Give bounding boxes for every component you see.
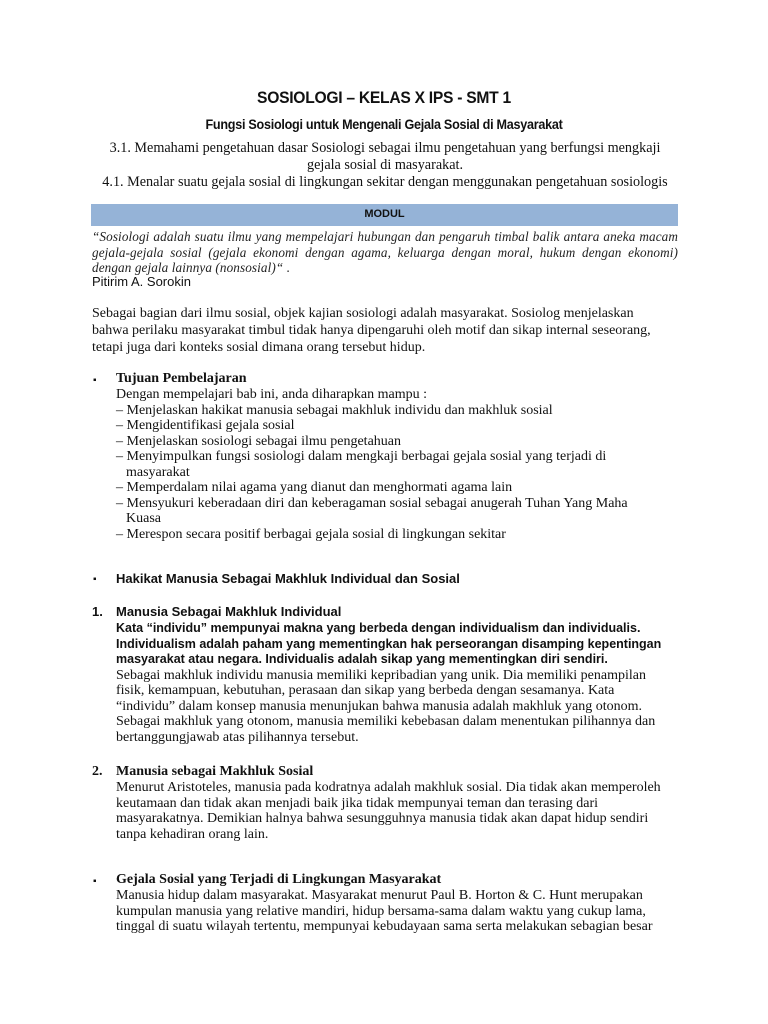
tujuan-list — [116, 387, 681, 542]
tujuan-item: – Menyimpulkan fungsi sosiologi dalam mengkaji berbagai gejala sosial yang terjadi di — [116, 449, 607, 464]
sosial-line: keutamaan dan tidak akan menjadi baik jika tidak mempunyai teman dan terasing dari — [116, 795, 599, 811]
individu-line: Sebagai makhluk individu manusia memiliki kepribadian yang unik. Dia memiliki penampilan — [116, 667, 646, 683]
individu-heading: Manusia Sebagai Makhluk Individual — [116, 604, 342, 619]
individu-line: masyarakat atau negara. Individualis adalah sikap yang mementingkan diri sendiri. — [116, 652, 608, 666]
sosial-line: masyarakatnya. Demikian halnya bahwa sesungguhnya manusia tidak akan dapat hidup sendiri — [116, 811, 649, 826]
tujuan-lead: Dengan mempelajari bab ini, anda diharapkan mampu : — [116, 387, 428, 402]
tujuan-item: – Mensyukuri keberadaan diri dan keberagaman sosial sebagai anugerah Tuhan Yang Maha — [116, 495, 628, 511]
hakikat-heading: Hakikat Manusia Sebagai Makhluk Individual dan Sosial — [116, 571, 460, 586]
individu-line: “individu” dalam konsep manusia menunjukan bahwa manusia adalah makhluk yang otonom. — [116, 698, 643, 714]
competency-3-1-line2: gejala sosial di masyarakat. — [306, 157, 463, 173]
tujuan-heading: Tujuan Pembelajaran — [116, 371, 247, 386]
bullet-icon: ▪ — [93, 574, 97, 585]
sosial-heading: Manusia sebagai Makhluk Sosial — [116, 764, 314, 779]
gejala-body — [116, 888, 681, 935]
sosial-line: tanpa kehadiran orang lain. — [116, 826, 269, 842]
sosial-body — [116, 780, 681, 842]
tujuan-item: – Merespon secara positif berbagai gejala sosial di lingkungan sekitar — [116, 526, 506, 542]
tujuan-item: – Mengidentifikasi gejala sosial — [116, 418, 295, 433]
section-number: 2. — [92, 764, 103, 779]
sorokin-quote: “Sosiologi adalah suatu ilmu yang mempelajari hubungan dan pengaruh timbal balik antara aneka macam gejala-gejala sosial (gejala ekonomi dengan agama, keluarga dengan moral, hukum dengan ekonomi) dengan gejala lainnya (nonsosial)“ . — [92, 229, 678, 275]
bullet-icon: ▪ — [93, 876, 97, 887]
sosial-line: Menurut Aristoteles, manusia pada kodratnya adalah makhluk sosial. Dia tidak akan memperoleh — [116, 780, 661, 795]
page-title: SOSIOLOGI – KELAS X IPS - SMT 1 — [257, 88, 511, 107]
tujuan-item: – Menjelaskan hakikat manusia sebagai makhluk individu dan makhluk sosial — [116, 402, 553, 418]
competency-4-1: 4.1. Menalar suatu gejala sosial di lingkungan sekitar dengan menggunakan pengetahuan sosiologis — [102, 174, 668, 190]
tujuan-item-continued: masyarakat — [126, 464, 190, 480]
section-number: 1. — [92, 604, 103, 619]
bullet-icon: ▪ — [93, 375, 97, 386]
individu-body — [116, 621, 681, 745]
tujuan-item-continued: Kuasa — [126, 511, 161, 526]
quote-author: Pitirim A. Sorokin — [92, 274, 191, 289]
tujuan-item: – Memperdalam nilai agama yang dianut dan menghormati agama lain — [116, 480, 513, 495]
individu-line: bertanggungjawab atas pilihannya tersebut. — [116, 729, 359, 745]
gejala-line: kumpulan manusia yang relative mandiri, hidup bersama-sama dalam waktu yang cukup lama, — [116, 903, 646, 919]
gejala-line: Manusia hidup dalam masyarakat. Masyarakat menurut Paul B. Horton & C. Hunt merupakan — [116, 888, 643, 903]
individu-line: fisik, kemampuan, kebutuhan, perasaan dan sikap yang berbeda dengan sesamanya. Kata — [116, 683, 615, 698]
intro-paragraph: Sebagai bagian dari ilmu sosial, objek kajian sosiologi adalah masyarakat. Sosiolog menjelaskan bahwa perilaku masyarakat timbul tidak hanya dipengaruhi oleh motif dan sikap internal seseorang, tetapi juga dari konteks sosial dimana orang tersebut hidup. — [92, 306, 651, 355]
modul-header-bar: MODUL — [91, 204, 678, 226]
page-subtitle: Fungsi Sosiologi untuk Mengenali Gejala Sosial di Masyarakat — [205, 116, 563, 132]
individu-line: Kata “individu” mempunyai makna yang berbeda dengan individualism dan individualis. — [116, 621, 641, 635]
competency-3-1-line1: 3.1. Memahami pengetahuan dasar Sosiologi sebagai ilmu pengetahuan yang berfungsi mengkaji — [109, 140, 661, 156]
gejala-line: tinggal di suatu wilayah tertentu, mempunyai kebudayaan sama serta melakukan sebagian besar — [116, 919, 653, 934]
individu-line: Sebagai makhluk yang otonom, manusia memiliki kebebasan dalam menentukan pilihannya dan — [116, 714, 656, 729]
individu-line: Individualism adalah paham yang mementingkan hak perseorangan disamping kepentingan — [116, 636, 662, 651]
tujuan-item: – Menjelaskan sosiologi sebagai ilmu pengetahuan — [116, 433, 401, 449]
gejala-heading: Gejala Sosial yang Terjadi di Lingkungan Masyarakat — [116, 872, 442, 887]
